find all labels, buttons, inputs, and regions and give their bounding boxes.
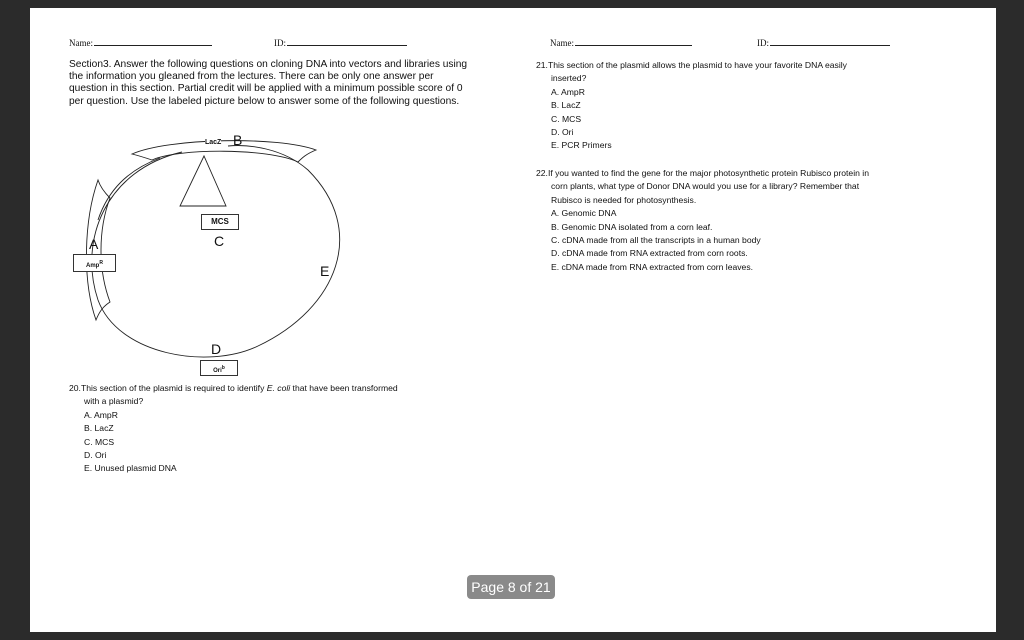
id-blank-left — [287, 37, 407, 46]
name-field-right — [550, 37, 692, 48]
amp-label: Amp — [86, 263, 100, 269]
mcs-triangle — [180, 156, 226, 206]
q20-stem — [69, 382, 509, 395]
id-label-right: ID: — [757, 38, 769, 48]
q22-option-d: D. cDNA made from RNA extracted from corn roots. — [551, 248, 748, 259]
mcs-label: MCS — [211, 217, 229, 226]
q21-option-d: D. Ori — [551, 127, 574, 138]
document-page — [30, 8, 996, 632]
name-label-right: Name: — [550, 38, 574, 48]
q20-option-b: B. LacZ — [84, 423, 114, 434]
label-c: C — [214, 233, 225, 249]
q21-option-e: E. PCR Primers — [551, 140, 612, 151]
q22-option-c: C. cDNA made from all the transcripts in a human body — [551, 235, 761, 246]
q21-stem-cont: inserted? — [551, 73, 587, 84]
label-a: A — [89, 236, 99, 252]
ampr-box — [73, 254, 116, 272]
mcs-box — [201, 214, 239, 230]
q20-stem-part2: that have been transformed — [290, 383, 398, 393]
question-20 — [69, 382, 509, 476]
label-e: E — [320, 263, 330, 279]
q20-option-e: E. Unused plasmid DNA — [84, 463, 177, 474]
q21-option-a: A. AmpR — [551, 86, 585, 97]
q20-option-c: C. MCS — [84, 436, 115, 447]
ori-box — [200, 360, 238, 376]
id-field-left — [274, 37, 407, 48]
plasmid-circle — [92, 146, 340, 358]
q22-stem-cont2: Rubisco is needed for photosynthesis. — [551, 194, 697, 205]
question-21 — [536, 59, 956, 153]
name-field-left — [69, 37, 212, 48]
id-label-left: ID: — [274, 38, 286, 48]
lacz-region — [132, 141, 316, 162]
ori-sup: b — [221, 365, 225, 371]
q22-option-e: E. cDNA made from RNA extracted from corn leaves. — [551, 261, 754, 272]
q20-option-a: A. AmpR — [84, 409, 118, 420]
q20-stem-cont: with a plasmid? — [84, 396, 144, 407]
page-indicator: Page 8 of 21 — [467, 575, 555, 599]
ori-label: Ori — [213, 368, 222, 374]
q21-option-c: C. MCS — [551, 113, 582, 124]
name-label-left: Name: — [69, 38, 93, 48]
q21-stem: 21.This section of the plasmid allows the plasmid to have your favorite DNA easily — [536, 60, 847, 70]
id-blank-right — [770, 37, 890, 46]
q22-option-a: A. Genomic DNA — [551, 208, 617, 219]
label-d: D — [211, 341, 222, 357]
name-blank-right — [575, 37, 692, 46]
q22-option-b: B. Genomic DNA isolated from a corn leaf. — [551, 221, 713, 232]
name-blank-left — [94, 37, 212, 46]
question-22 — [536, 167, 976, 274]
label-b: B — [233, 132, 243, 148]
q20-stem-part1: 20.This section of the plasmid is required to identify — [69, 383, 267, 393]
q20-option-d: D. Ori — [84, 450, 107, 461]
section-intro: Section3. Answer the following questions on cloning DNA into vectors and libraries using the information you gleaned from the lectures. There can be only one answer per question in this section. Partial credit will be applied with a minimum possible score of 0 per question. Use the labeled picture below to answer some of the following questions. — [69, 59, 468, 107]
q20-stem-italic: E. coli — [266, 383, 291, 393]
q22-stem-cont1: corn plants, what type of Donor DNA would you use for a library? Remember that — [551, 181, 860, 192]
lacz-label: LacZ — [205, 139, 222, 146]
q22-stem: 22.If you wanted to find the gene for the major photosynthetic protein Rubisco protein in — [536, 168, 869, 178]
id-field-right — [757, 37, 890, 48]
amp-sup: R — [99, 260, 103, 266]
q21-option-b: B. LacZ — [551, 100, 581, 111]
